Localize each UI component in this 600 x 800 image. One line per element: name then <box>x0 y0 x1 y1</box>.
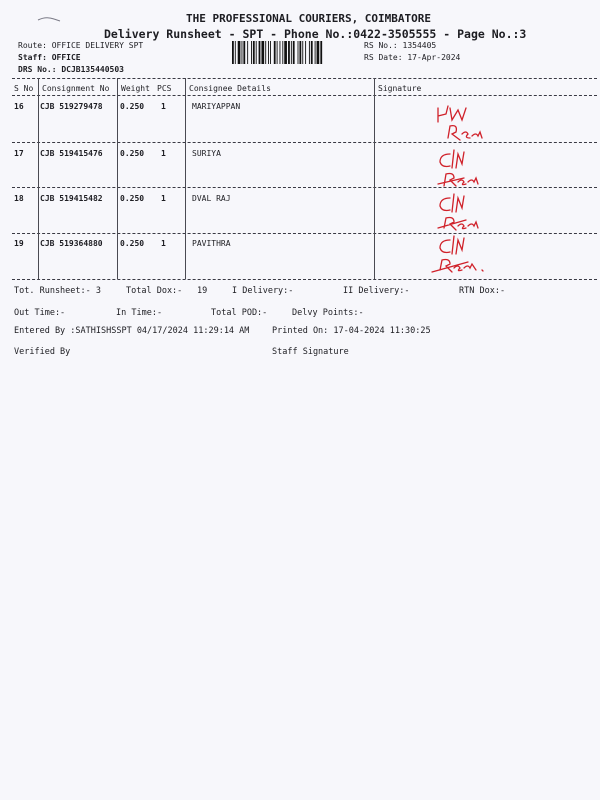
handwritten-signature <box>424 190 504 232</box>
row-consignee: MARIYAPPAN <box>192 102 241 111</box>
column-header-signature: Signature <box>378 84 422 93</box>
row-weight: 0.250 <box>120 239 145 248</box>
column-header-consignment: Consignment No <box>42 84 110 93</box>
rs-date: RS Date: 17-Apr-2024 <box>364 53 461 62</box>
total-dox-value: 19 <box>197 286 208 296</box>
corner-mark <box>36 14 64 24</box>
row-weight: 0.250 <box>120 194 145 203</box>
rs-number: RS No.: 1354405 <box>364 41 437 50</box>
in-time: In Time:- <box>116 308 163 318</box>
table-top-rule <box>12 78 597 79</box>
table-bottom-rule <box>12 279 597 280</box>
runsheet-title: Delivery Runsheet - SPT - Phone No.:0422-3505555 - Page No.:3 <box>104 27 527 41</box>
route-label: Route: OFFICE DELIVERY SPT <box>18 41 144 50</box>
drs-number: DRS No.: DCJB135440503 <box>18 65 124 74</box>
table-header-rule <box>12 95 597 96</box>
row-consignee: DVAL RAJ <box>192 194 231 203</box>
column-header-consignee: Consignee Details <box>189 84 271 93</box>
total-dox-label: Total Dox:- <box>126 286 183 296</box>
printed-on: Printed On: 17-04-2024 11:30:25 <box>272 326 431 336</box>
column-divider <box>374 78 375 279</box>
row-consignee: SURIYA <box>192 149 221 158</box>
row-pcs: 1 <box>161 149 166 158</box>
row-pcs: 1 <box>161 194 166 203</box>
column-header-sno: S No <box>14 84 34 93</box>
row-consignment: CJB 519364880 <box>40 239 103 248</box>
i-delivery: I Delivery:- <box>232 286 294 296</box>
row-pcs: 1 <box>161 102 166 111</box>
total-runsheet: Tot. Runsheet:- 3 <box>14 286 101 296</box>
handwritten-signature <box>424 232 504 274</box>
row-consignment: CJB 519279478 <box>40 102 103 111</box>
row-consignment: CJB 519415476 <box>40 149 103 158</box>
column-divider <box>185 78 186 279</box>
column-divider <box>117 78 118 279</box>
row-sno: 17 <box>14 149 24 158</box>
row-sno: 18 <box>14 194 24 203</box>
staff-label: Staff: OFFICE <box>18 53 81 62</box>
out-time: Out Time:- <box>14 308 66 318</box>
row-sno: 16 <box>14 102 24 111</box>
staff-signature: Staff Signature <box>272 347 349 357</box>
row-consignee: PAVITHRA <box>192 239 231 248</box>
verified-by: Verified By <box>14 347 71 357</box>
row-consignment: CJB 519415482 <box>40 194 103 203</box>
delivery-points: Delvy Points:- <box>292 308 364 318</box>
entered-by: Entered By :SATHISHSSPT 04/17/2024 11:29:14 AM <box>14 326 250 336</box>
row-sno: 19 <box>14 239 24 248</box>
ii-delivery: II Delivery:- <box>343 286 410 296</box>
barcode <box>232 41 357 64</box>
row-divider <box>12 142 597 143</box>
row-weight: 0.250 <box>120 102 145 111</box>
company-name: THE PROFESSIONAL COURIERS, COIMBATORE <box>186 12 432 25</box>
total-pod: Total POD:- <box>211 308 268 318</box>
column-header-weight: Weight <box>121 84 150 93</box>
rtn-dox: RTN Dox:- <box>459 286 506 296</box>
row-pcs: 1 <box>161 239 166 248</box>
row-weight: 0.250 <box>120 149 145 158</box>
row-divider <box>12 187 597 188</box>
handwritten-signature <box>424 104 504 146</box>
handwritten-signature <box>424 148 504 190</box>
column-header-pcs: PCS <box>157 84 172 93</box>
row-divider <box>12 233 597 234</box>
column-divider <box>38 78 39 279</box>
